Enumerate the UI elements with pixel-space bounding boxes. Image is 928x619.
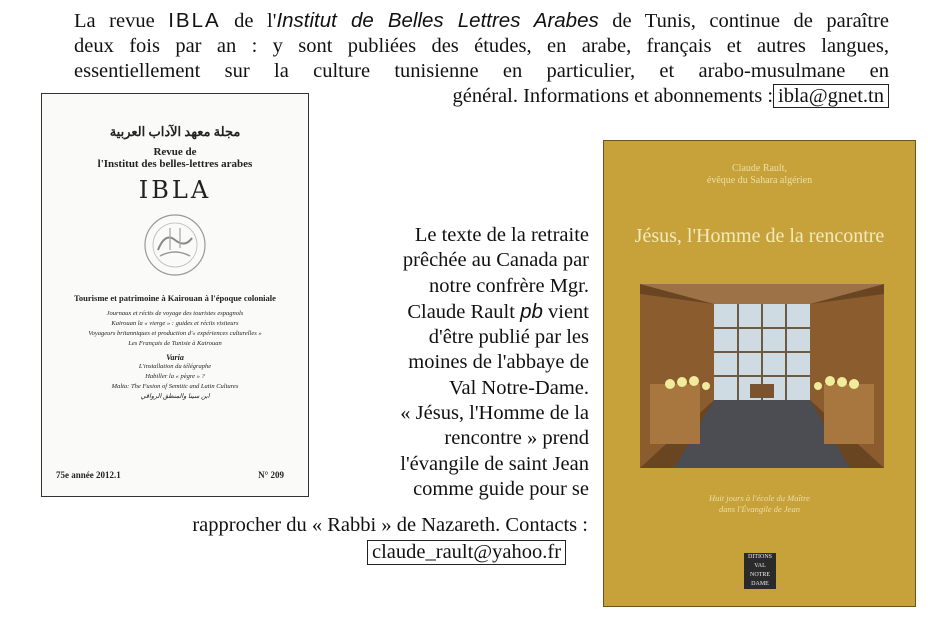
text-line: l'évangile de saint Jean xyxy=(400,452,589,475)
text-line: notre confrère Mgr. xyxy=(429,274,589,297)
intro-line-2: deux fois par an : y sont publiées des études, en arabe, français et autres langues, xyxy=(74,35,889,57)
calligraphy-emblem-icon xyxy=(140,210,210,280)
cover-article: Kairouan la « vierge » : guides et récits visiteurs xyxy=(111,320,239,327)
ibla-journal-cover xyxy=(41,93,309,497)
abbey-chapel-photo xyxy=(640,284,884,468)
text-line: Claude Rault pb vient xyxy=(407,299,589,323)
text-line: « Jésus, l'Homme de la xyxy=(400,402,589,425)
chapel-image-icon xyxy=(640,284,884,468)
cover-year: 75e année 2012.1 xyxy=(56,470,121,480)
cover-varia-label: Varia xyxy=(166,353,184,362)
retreat-paragraph xyxy=(355,223,589,502)
contacts-line: rapprocher du « Rabbi » de Nazareth. Contacts : xyxy=(192,514,588,536)
cover-varia-item: Malta: The Fusion of Semitic and Latin Cultures xyxy=(111,383,239,390)
jesus-book-cover xyxy=(603,140,916,607)
cover-theme: Tourisme et patrimoine à Kairouan à l'époque coloniale xyxy=(74,293,276,303)
book-author: Claude Rault, évêque du Sahara algérien xyxy=(706,163,813,186)
cover-varia-item: Habiller la « pègre » ? xyxy=(145,373,205,380)
cover-ibla-logo: IBLA xyxy=(138,176,212,204)
text-line: Le texte de la retraite xyxy=(414,224,589,246)
cover-issue-number: N° 209 xyxy=(258,470,284,480)
pb-abbrev: pb xyxy=(520,299,543,323)
cover-revue-de: Revue de xyxy=(153,146,197,158)
cover-arabic-title: مجلة معهد الآداب العربية xyxy=(109,124,241,139)
ibla-name: IBLA xyxy=(168,9,221,32)
cover-article: Les Français de Tunisie à Kairouan xyxy=(128,340,222,347)
cover-article: Voyageurs britanniques et production d'« expériences culturelles » xyxy=(88,330,262,337)
text-line: prêchée au Canada par xyxy=(402,249,589,272)
cover-institut: l'Institut des belles-lettres arabes xyxy=(97,158,253,170)
text-line: rencontre » prend xyxy=(444,427,589,450)
text-line: comme guide pour se xyxy=(413,477,589,500)
book-title: Jésus, l'Homme de la rencontre xyxy=(634,225,885,247)
text-line: d'être publié par les xyxy=(428,326,589,349)
intro-line-3: essentiellement sur la culture tunisienne en particulier, et arabo-musulmane en xyxy=(74,60,889,82)
cover-varia-item: ابن سينا والمنطق الرواقي xyxy=(140,393,210,400)
institut-name: Institut de Belles Lettres Arabes xyxy=(276,9,599,32)
rault-email-link[interactable]: claude_rault@yahoo.fr xyxy=(367,540,566,565)
publisher-logo: DITIONS VAL NOTRE DAME xyxy=(744,553,776,589)
cover-article: Journaux et récits de voyage des touristes espagnols xyxy=(106,310,244,317)
text-line: Val Notre-Dame. xyxy=(448,376,589,399)
intro-line-1: La revue IBLA de l'Institut de Belles Lettres Arabes de Tunis, continue de paraître xyxy=(74,9,889,32)
book-subtitle: Huit jours à l'école du Maître dans l'Évangile de Jean xyxy=(709,493,810,514)
intro-line-4: général. Informations et abonnements : ibla@gnet.tn xyxy=(74,84,889,109)
cover-varia-item: L'installation du télégraphe xyxy=(138,363,212,370)
text-line: moines de l'abbaye de xyxy=(408,351,589,374)
ibla-email-link[interactable]: ibla@gnet.tn xyxy=(773,84,889,108)
